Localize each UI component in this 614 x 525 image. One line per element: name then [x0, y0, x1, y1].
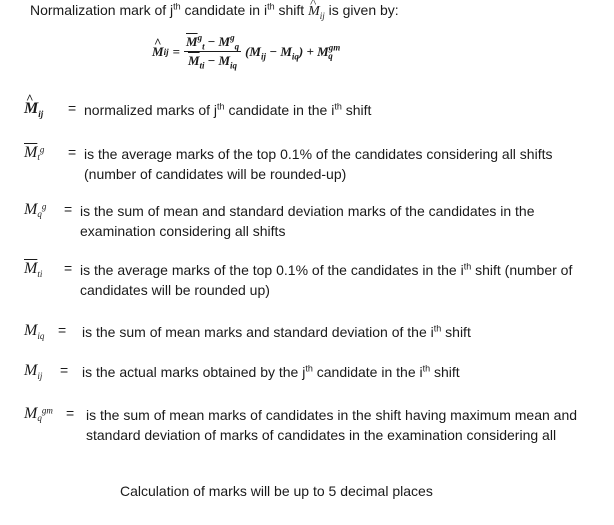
def-symbol: $\overline{M}_{ti}$ — [24, 260, 43, 280]
def-equals: = — [58, 322, 67, 338]
intro-line — [30, 2, 399, 20]
intro-symbol: ^ M — [308, 4, 320, 20]
def-symbol: ^ $M_{ij}$ — [24, 100, 43, 118]
intro-end: is given by: — [324, 2, 399, 18]
formula-tail: $(M_{ij} - M_{iq}) + M^{gm}_q$ — [245, 42, 341, 62]
def-equals: = — [68, 100, 77, 116]
def-symbol: $M_{iq}$ — [24, 322, 45, 342]
def-text: is the actual marks obtained by the $j^{th}$ candidate in the $i^{th}$ shift — [82, 363, 460, 380]
footer-note: Calculation of marks will be up to 5 decimal places — [120, 483, 433, 499]
def-text: is the average marks of the top 0.1% of the candidates considering all shifts (number of candidates will be rounded-up) — [84, 146, 553, 182]
def-equals: = — [66, 405, 75, 421]
def-equals: = — [68, 144, 77, 160]
def-text: normalized marks of $j^{th}$ candidate in the $i^{th}$ shift — [84, 101, 372, 118]
def-text: is the sum of mean and standard deviation marks of the candidates in the examination considering all shifts — [80, 203, 535, 239]
def-symbol: $\overline{M}_t^g$ — [24, 144, 45, 162]
def-text: is the sum of mean marks of candidates in the shift having maximum mean and standard deviation of marks of candidates in the examination considering all — [86, 407, 578, 443]
intro-text: Normalization mark of j — [30, 2, 174, 18]
def-equals: = — [64, 201, 73, 217]
formula-numerator: $\overline{M}^g_t - M^g_q$ — [186, 32, 240, 52]
intro-mid: candidate in i — [180, 2, 268, 18]
formula-lhs: ^ M — [152, 44, 164, 60]
def-equals: = — [64, 260, 73, 276]
normalization-formula: ^ M ij = $\frac{\overline{M}^g_t - M^g_q}{\overline{M}_{ti} - M_{iq}}$ $(M_{ij} - M_{iq}) + M^{gm}_q$ — [152, 34, 333, 69]
def-symbol: $M_{ij}$ — [24, 362, 43, 382]
def-symbol: $M_q^g$ — [24, 201, 47, 219]
formula-equals: = — [172, 43, 180, 59]
def-symbol: $M_q^{gm}$ — [24, 405, 53, 423]
formula-denominator: $\overline{M}_{ti} - M_{iq}$ — [187, 53, 238, 71]
intro-sup-2: th — [267, 1, 275, 12]
def-text: is the sum of mean marks and standard deviation of the $i^{th}$ shift — [82, 323, 471, 340]
intro-sup-1: th — [173, 1, 181, 12]
intro-symbol-sub: ij — [319, 10, 325, 21]
def-equals: = — [60, 362, 69, 378]
formula-fraction — [184, 34, 241, 69]
intro-tail: shift — [274, 2, 309, 18]
def-text: is the average marks of the top 0.1% of the candidates in the $i^{th}$ shift (number of candidates will be rounded up) — [80, 261, 573, 298]
